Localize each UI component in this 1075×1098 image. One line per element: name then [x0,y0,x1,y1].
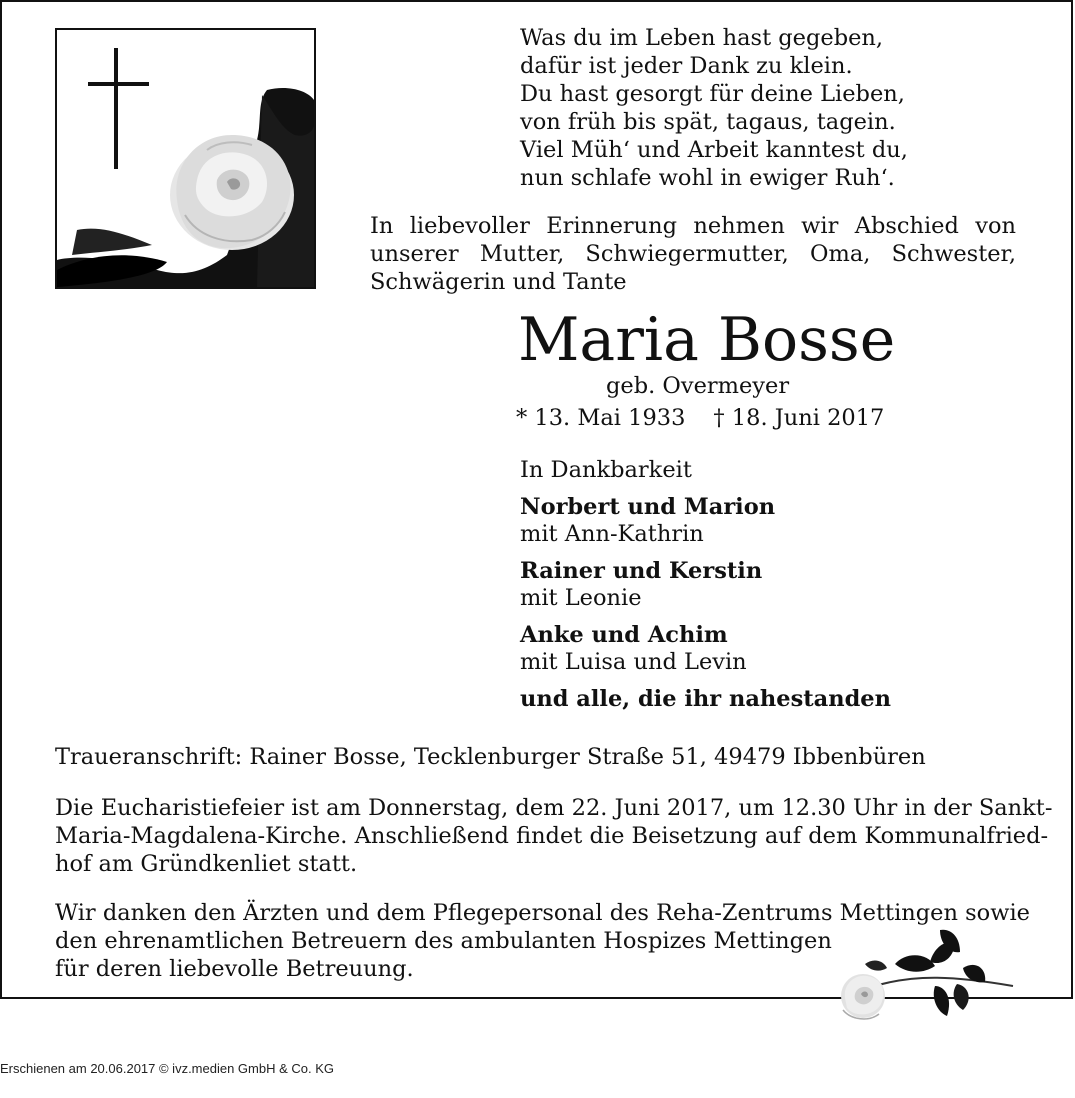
birth-date: * 13. Mai 1933 [516,405,686,431]
mourner-group [520,558,1000,612]
mourner-names: Rainer und Kerstin [520,558,763,584]
poem-line: dafür ist jeder Dank zu klein. [520,53,853,79]
poem [520,24,1000,192]
mourner-group [520,494,1000,548]
cross-rose-image [55,28,316,289]
cross-rose-icon [57,30,314,287]
mourners-list [520,457,1000,713]
mourner-group [520,622,1000,676]
publication-footer: Erschienen am 20.06.2017 © ivz.medien GmbH & Co. KG [0,1061,335,1076]
poem-line: Du hast gesorgt für deine Lieben, [520,81,905,107]
thanks-line: für deren liebevolle Betreuung. [55,956,414,982]
mourner-children: mit Ann-Kathrin [520,521,704,547]
ceremony-line: hof am Gründkenliet statt. [55,851,358,877]
mourning-address: Traueranschrift: Rainer Bosse, Tecklenburger Straße 51, 49479 Ibbenbüren [55,744,926,770]
death-date: † 18. Juni 2017 [713,405,885,431]
thanks-line: den ehrenamtlichen Betreuern des ambulanten Hospizes Mettingen [55,928,832,954]
ceremony-line: Maria-Magdalena-Kirche. Anschließend findet die Beisetzung auf dem Kommunalfried- [55,823,1049,849]
mourner-children: mit Leonie [520,585,642,611]
maiden-name: geb. Overmeyer [606,373,790,399]
poem-line: Was du im Leben hast gegeben, [520,25,884,51]
poem-line: nun schlafe wohl in ewiger Ruh‘. [520,165,895,191]
thanks-line: Wir danken den Ärzten und dem Pflegepersonal des Reha-Zentrums Mettingen sowie [55,900,1030,926]
ceremony-notice [55,794,1053,878]
mourner-names: Anke und Achim [520,622,728,648]
poem-line: von früh bis spät, tagaus, tagein. [520,109,896,135]
mourner-names: Norbert und Marion [520,494,776,520]
ceremony-line: Die Eucharistiefeier ist am Donnerstag, dem 22. Juni 2017, um 12.30 Uhr in der Sankt- [55,795,1053,821]
mourner-children: mit Luisa und Levin [520,649,747,675]
mourners-closing: und alle, die ihr nahestanden [520,686,891,712]
farewell-intro: In liebevoller Erinnerung nehmen wir Abschied von unserer Mutter, Schwiegermutter, Oma, Schwester, Schwägerin und Tante [370,213,1016,295]
life-dates [516,403,884,433]
gratitude-line: In Dankbarkeit [520,457,692,483]
poem-line: Viel Müh‘ und Arbeit kanntest du, [520,137,908,163]
deceased-name: Maria Bosse [518,305,896,375]
rose-icon [835,924,1015,1026]
